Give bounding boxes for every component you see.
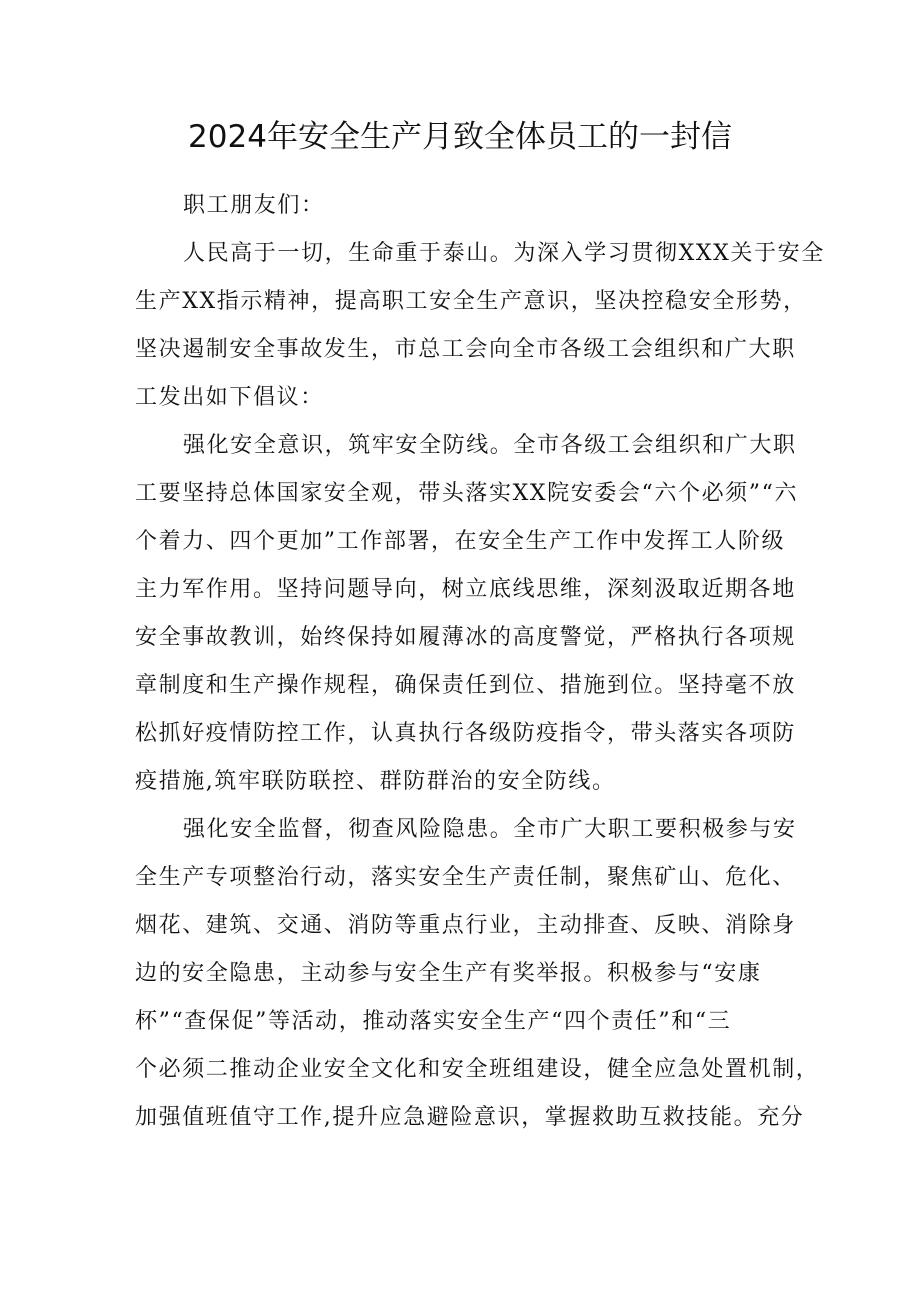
paragraph-line: 加强值班值守工作,提升应急避险意识，掌握救助互救技能。充分	[135, 1105, 805, 1130]
paragraph-line: 人民高于一切，生命重于泰山。为深入学习贯彻XXX关于安全	[183, 241, 825, 266]
paragraph-line: 边的安全隐患，主动参与安全生产有奖举报。积极参与“安康	[135, 961, 762, 986]
paragraph-line: 个必须二推动企业安全文化和安全班组建设，健全应急处置机制，	[135, 1057, 820, 1082]
paragraph-line: 强化安全监督，彻查风险隐患。全市广大职工要积极参与安	[183, 817, 797, 842]
paragraph-line: 工要坚持总体国家安全观，带头落实XX院安委会“六个必须”“六	[135, 481, 799, 506]
paragraph-line: 烟花、建筑、交通、消防等重点行业，主动排查、反映、消除身	[135, 913, 796, 938]
paragraph-line: 主力军作用。坚持问题导向，树立底线思维，深刻汲取近期各地	[135, 577, 796, 602]
paragraph-line: 松抓好疫情防控工作，认真执行各级防疫指令，带头落实各项防	[135, 721, 796, 746]
paragraph-line: 安全事故教训，始终保持如履薄冰的高度警觉，严格执行各项规	[135, 625, 796, 650]
paragraph-line: 疫措施,筑牢联防联控、群防群治的安全防线。	[135, 769, 616, 794]
document-title: 2024年安全生产月致全体员工的一封信	[188, 119, 732, 155]
letter-body	[135, 182, 825, 1142]
paragraph-1	[135, 230, 825, 422]
paragraph-line: 章制度和生产操作规程，确保责任到位、措施到位。坚持毫不放	[135, 673, 796, 698]
greeting-line: 职工朋友们：	[183, 193, 325, 218]
paragraph-line: 全生产专项整治行动，落实安全生产责任制，聚焦矿山、危化、	[135, 865, 796, 890]
paragraph-line: 个着力、四个更加”工作部署，在安全生产工作中发挥工人阶级	[135, 529, 786, 554]
paragraph-3	[135, 806, 820, 1142]
paragraph-line: 坚决遏制安全事故发生，市总工会向全市各级工会组织和广大职	[135, 337, 796, 362]
paragraph-line: 生产XX指示精神，提高职工安全生产意识，坚决控稳安全形势，	[135, 289, 807, 314]
paragraph-line: 强化安全意识，筑牢安全防线。全市各级工会组织和广大职	[183, 433, 797, 458]
paragraph-2	[135, 422, 799, 806]
paragraph-line: 杯”“查保促”等活动，推动落实安全生产“四个责任”和“三	[135, 1009, 732, 1034]
paragraph-line: 工发出如下倡议：	[135, 385, 324, 410]
